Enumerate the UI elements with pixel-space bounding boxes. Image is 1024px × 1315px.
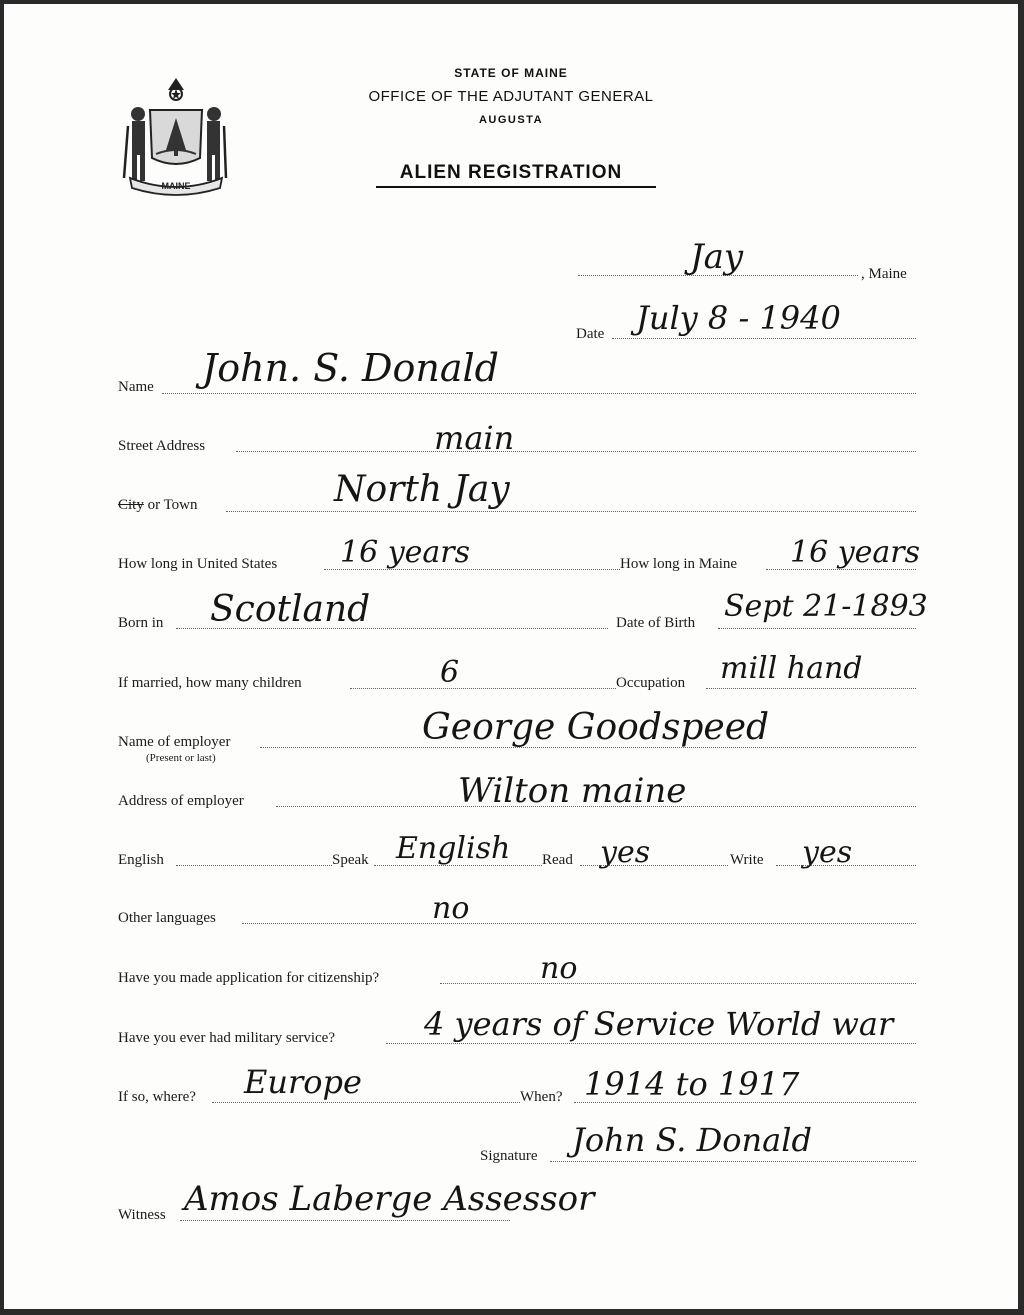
- witness-line: [180, 1220, 510, 1221]
- born-in-value[interactable]: Scotland: [210, 589, 371, 630]
- name-line: [162, 393, 916, 394]
- name-value[interactable]: John. S. Donald: [202, 346, 500, 390]
- employer-value[interactable]: George Goodspeed: [422, 707, 770, 748]
- date-line: [612, 338, 916, 339]
- english-line: [176, 865, 332, 866]
- dob-value[interactable]: Sept 21-1893: [724, 589, 928, 624]
- occupation-label: Occupation: [616, 675, 686, 691]
- where-label: If so, where?: [118, 1089, 196, 1105]
- header-office: OFFICE OF THE ADJUTANT GENERAL: [368, 88, 654, 105]
- other-languages-value[interactable]: no: [432, 891, 470, 926]
- employer-address-label: Address of employer: [118, 793, 244, 809]
- city-line: [226, 511, 916, 512]
- military-line: [386, 1043, 916, 1044]
- date-value[interactable]: July 8 - 1940: [636, 299, 841, 337]
- signature-label: Signature: [480, 1148, 538, 1164]
- when-value[interactable]: 1914 to 1917: [584, 1065, 800, 1103]
- military-label: Have you ever had military service?: [118, 1030, 335, 1046]
- title-underline: [376, 186, 656, 188]
- how-long-maine-label: How long in Maine: [620, 556, 738, 572]
- how-long-us-value[interactable]: 16 years: [340, 535, 471, 570]
- signature-value[interactable]: John S. Donald: [572, 1121, 812, 1159]
- speak-label: Speak: [332, 852, 369, 868]
- town-value[interactable]: Jay: [690, 237, 744, 277]
- write-value[interactable]: yes: [802, 835, 853, 870]
- witness-label: Witness: [118, 1207, 166, 1223]
- city-struck-label: City: [118, 497, 144, 513]
- seal-banner: MAINE: [161, 181, 191, 191]
- dob-label: Date of Birth: [616, 615, 696, 631]
- married-label: If married, how many children: [118, 675, 302, 691]
- other-languages-label: Other languages: [118, 910, 216, 926]
- citizenship-label: Have you made application for citizenship?: [118, 970, 380, 986]
- english-label: English: [118, 852, 164, 868]
- date-label: Date: [576, 326, 605, 342]
- or-town-label: or Town: [147, 497, 198, 513]
- military-value[interactable]: 4 years of Service World war: [424, 1005, 894, 1043]
- city-value[interactable]: North Jay: [334, 469, 510, 510]
- citizenship-value[interactable]: no: [540, 951, 578, 986]
- where-line: [212, 1102, 520, 1103]
- how-long-maine-value[interactable]: 16 years: [790, 535, 921, 570]
- how-long-us-label: How long in United States: [118, 556, 278, 572]
- signature-line: [550, 1161, 916, 1162]
- employer-note: (Present or last): [146, 752, 216, 764]
- registration-form: [4, 4, 1018, 1309]
- where-value[interactable]: Europe: [244, 1063, 362, 1101]
- witness-value[interactable]: Amos Laberge Assessor: [184, 1179, 595, 1219]
- occupation-line: [706, 688, 916, 689]
- header-city: AUGUSTA: [478, 114, 544, 126]
- speak-value[interactable]: English: [396, 831, 511, 866]
- street-line: [236, 451, 916, 452]
- header-state: STATE OF MAINE: [454, 66, 568, 80]
- occupation-value[interactable]: mill hand: [720, 651, 863, 686]
- street-label: Street Address: [118, 438, 206, 454]
- street-value[interactable]: main: [434, 419, 515, 457]
- employer-label: Name of employer: [118, 734, 231, 750]
- dob-line: [718, 628, 916, 629]
- children-value[interactable]: 6: [440, 655, 460, 690]
- read-value[interactable]: yes: [600, 835, 651, 870]
- city-label-group: [118, 497, 198, 514]
- form-title: ALIEN REGISTRATION: [399, 162, 623, 183]
- name-label: Name: [118, 379, 154, 395]
- married-line: [350, 688, 616, 689]
- citizenship-line: [440, 983, 916, 984]
- state-seal-icon: [120, 74, 232, 196]
- employer-address-value[interactable]: Wilton maine: [458, 771, 687, 811]
- write-label: Write: [730, 852, 764, 868]
- maine-label: , Maine: [861, 266, 907, 282]
- read-label: Read: [542, 852, 573, 868]
- when-label: When?: [520, 1089, 563, 1105]
- other-languages-line: [242, 923, 916, 924]
- born-in-label: Born in: [118, 615, 164, 631]
